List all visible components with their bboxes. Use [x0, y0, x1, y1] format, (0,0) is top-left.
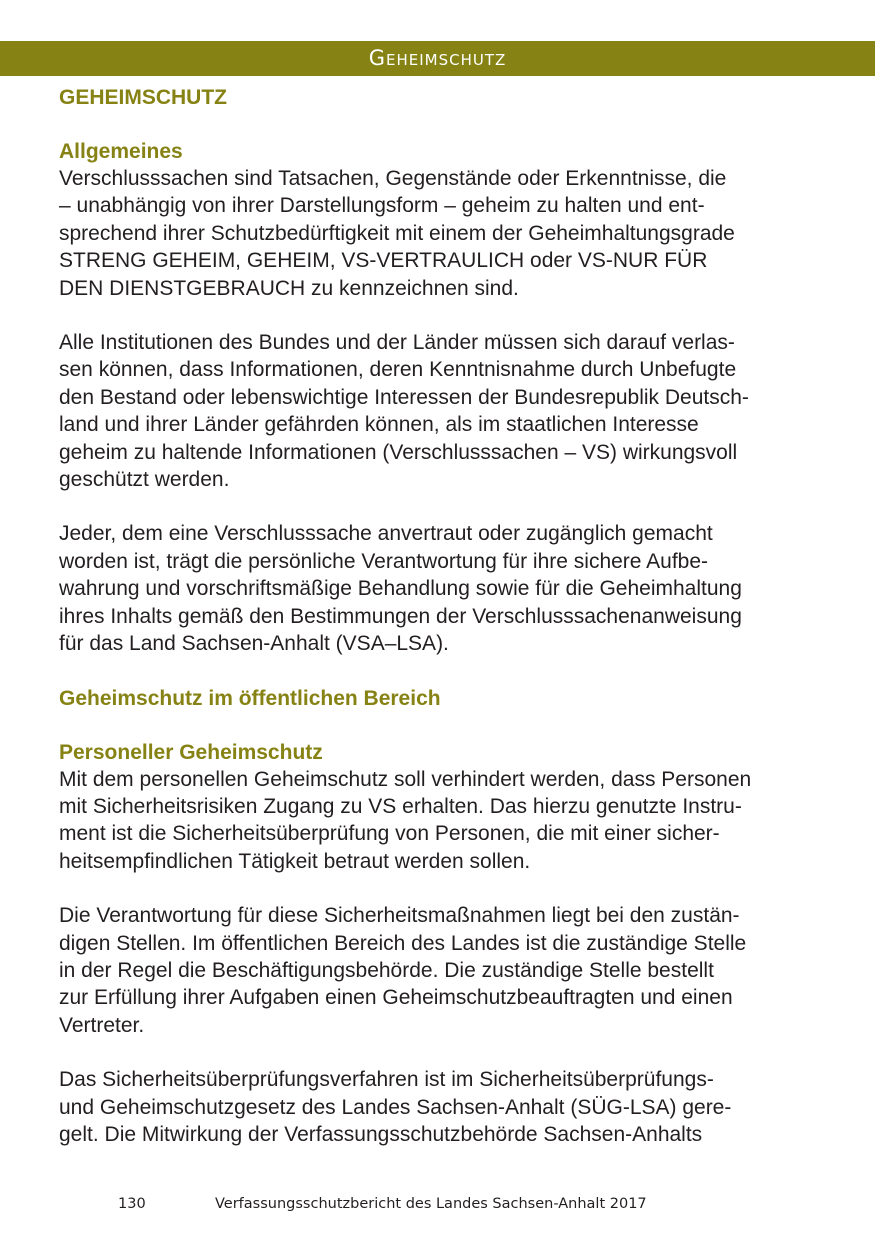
- text-line: gelt. Die Mitwirkung der Verfassungsschutzbehörde Sachsen-Anhalts: [59, 1122, 703, 1146]
- text-line: geheim zu haltende Informationen (Verschlusssachen – VS) wirkungsvoll: [59, 440, 738, 464]
- text-line: worden ist, trägt die persönliche Verantwortung für ihre sichere Aufbe-: [59, 549, 709, 573]
- text-line: – unabhängig von ihrer Darstellungsform – geheim zu halten und ent-: [59, 194, 705, 218]
- page-content: [59, 84, 849, 1175]
- footer-publication-title: Verfassungsschutzbericht des Landes Sachsen-Anhalt 2017: [215, 1196, 647, 1212]
- subheading-personeller-geheimschutz: Personeller Geheimschutz: [59, 740, 323, 764]
- page-number: 130: [118, 1196, 146, 1212]
- text-line: geschützt werden.: [59, 468, 230, 492]
- paragraph: [59, 1066, 849, 1148]
- text-line: den Bestand oder lebenswichtige Interessen der Bundesrepublik Deutsch-: [59, 385, 749, 409]
- section-heading-oeffentlicher-bereich: Geheimschutz im öffentlichen Bereich: [59, 686, 441, 710]
- subheading-allgemeines: Allgemeines: [59, 140, 183, 163]
- chapter-header-bar: [0, 41, 875, 76]
- text-line: für das Land Sachsen-Anhalt (VSA–LSA).: [59, 632, 449, 656]
- paragraph: [59, 329, 849, 493]
- text-line: heitsempfindlichen Tätigkeit betraut werden sollen.: [59, 849, 531, 873]
- text-line: Die Verantwortung für diese Sicherheitsmaßnahmen liegt bei den zustän-: [59, 904, 740, 928]
- text-line: DEN DIENSTGEBRAUCH zu kennzeichnen sind.: [59, 276, 519, 300]
- text-line: mit Sicherheitsrisiken Zugang zu VS erhalten. Das hierzu genutzte Instru-: [59, 794, 742, 818]
- text-line: sprechend ihrer Schutzbedürftigkeit mit einem der Geheimhaltungsgrade: [59, 221, 735, 245]
- text-line: und Geheimschutzgesetz des Landes Sachsen-Anhalt (SÜG-LSA) gere-: [59, 1095, 732, 1119]
- text-line: Verschlusssachen sind Tatsachen, Gegenstände oder Erkenntnisse, die: [59, 167, 727, 190]
- main-heading: GEHEIMSCHUTZ: [59, 86, 227, 109]
- text-line: Jeder, dem eine Verschlusssache anvertraut oder zugänglich gemacht: [59, 522, 713, 546]
- paragraph: [59, 902, 849, 1039]
- text-line: ment ist die Sicherheitsüberprüfung von Personen, die mit einer sicher-: [59, 822, 720, 846]
- text-line: STRENG GEHEIM, GEHEIM, VS-VERTRAULICH oder VS-NUR FÜR: [59, 249, 708, 273]
- text-line: Vertreter.: [59, 1013, 145, 1037]
- paragraph: [59, 520, 849, 657]
- text-line: Alle Institutionen des Bundes und der Länder müssen sich darauf verlas-: [59, 331, 735, 355]
- text-line: ihres Inhalts gemäß den Bestimmungen der Verschlusssachenanweisung: [59, 604, 742, 628]
- text-line: sen können, dass Informationen, deren Kenntnisnahme durch Unbefugte: [59, 358, 737, 382]
- text-line: digen Stellen. Im öffentlichen Bereich des Landes ist die zuständige Stelle: [59, 931, 747, 955]
- text-line: land und ihrer Länder gefährden können, als im staatlichen Interesse: [59, 413, 699, 437]
- text-line: zur Erfüllung ihrer Aufgaben einen Geheimschutzbeauftragten und einen: [59, 986, 733, 1010]
- text-line: in der Regel die Beschäftigungsbehörde. Die zuständige Stelle bestellt: [59, 958, 714, 982]
- paragraph: [59, 766, 849, 876]
- text-line: Das Sicherheitsüberprüfungsverfahren ist im Sicherheitsüberprüfungs-: [59, 1068, 714, 1092]
- text-line: wahrung und vorschriftsmäßige Behandlung sowie für die Geheimhaltung: [59, 577, 742, 601]
- paragraph: [59, 165, 849, 302]
- chapter-header-title: Geheimschutz: [368, 46, 507, 70]
- text-line: Mit dem personellen Geheimschutz soll verhindert werden, dass Personen: [59, 767, 752, 791]
